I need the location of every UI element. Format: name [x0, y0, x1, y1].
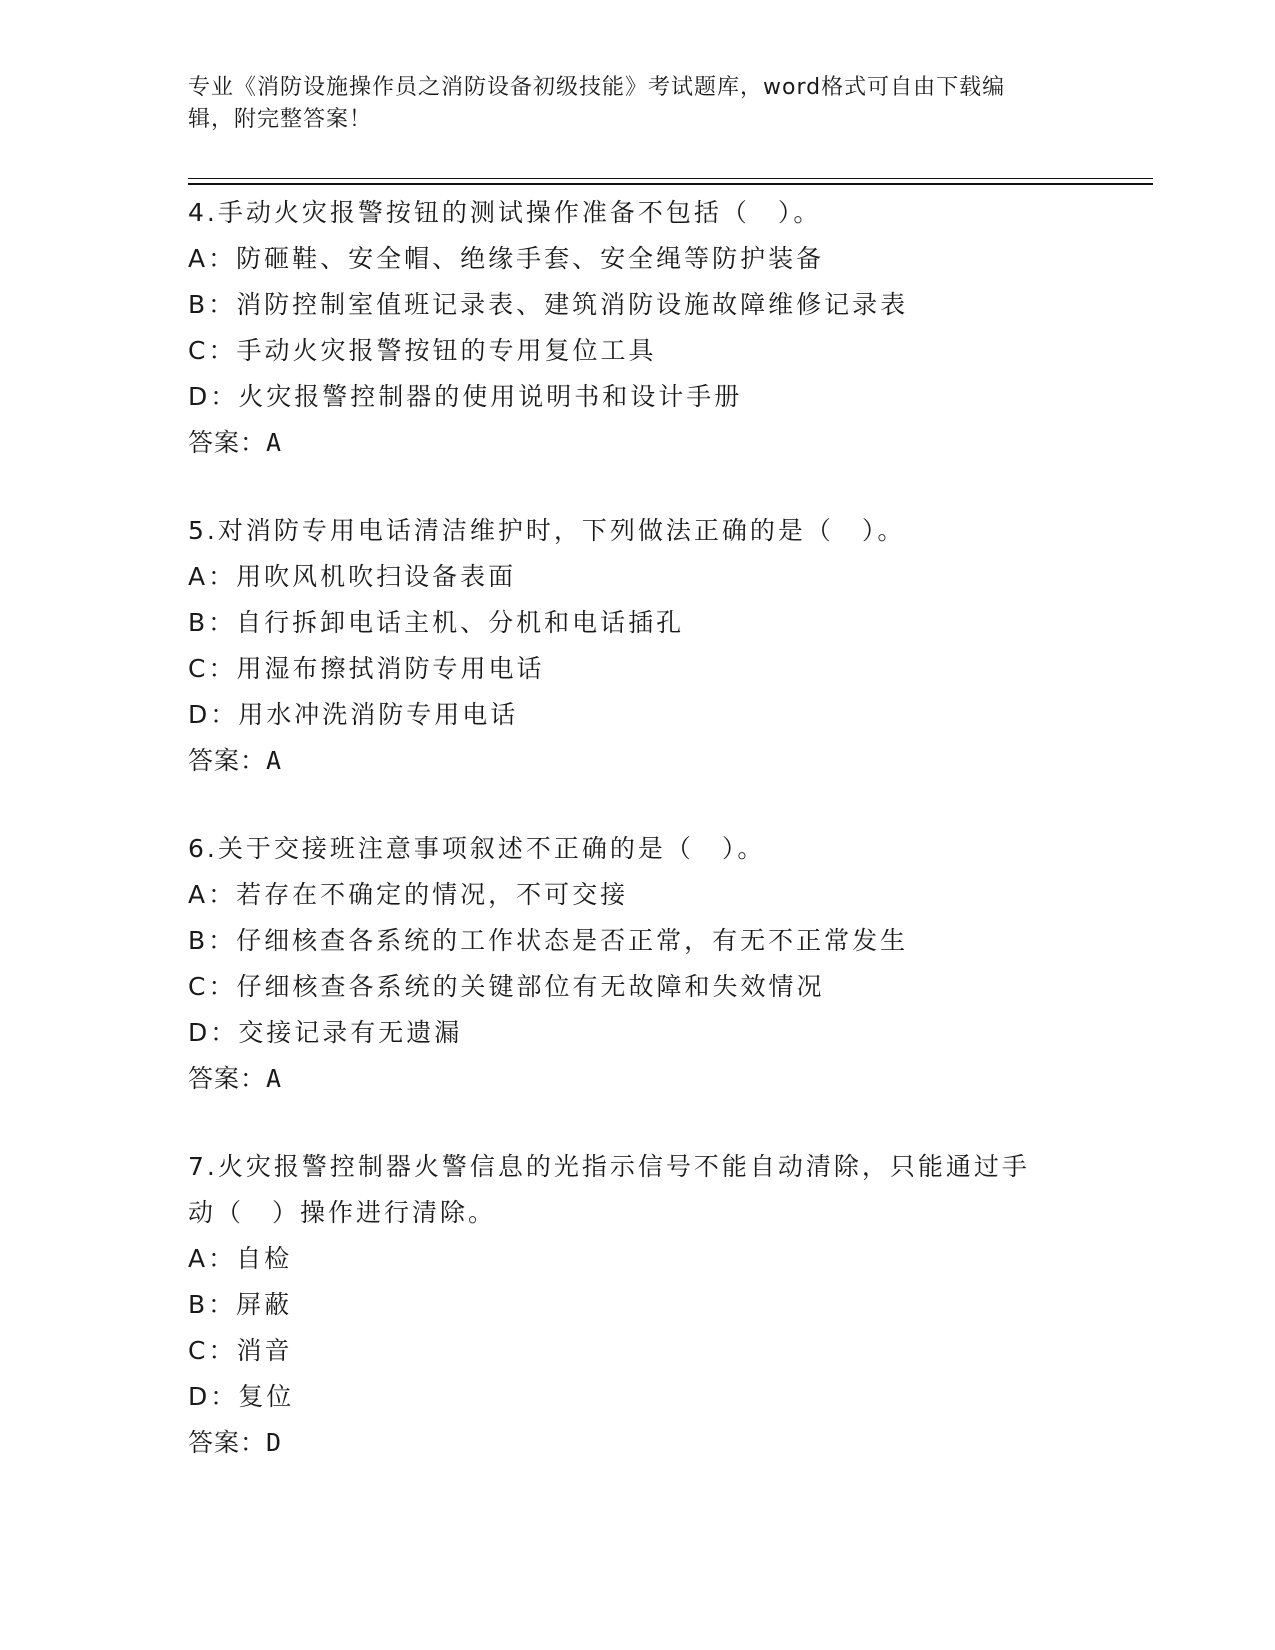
question-7	[188, 1144, 1088, 1466]
option-b: B：屏蔽	[188, 1290, 293, 1319]
document-header	[188, 72, 1088, 136]
option-d: D：火灾报警控制器的使用说明书和设计手册	[188, 382, 743, 411]
option-a: A：自检	[188, 1244, 293, 1273]
answer-label: 答案：	[188, 1064, 267, 1093]
answer-value: A	[266, 428, 283, 457]
option-c: C：手动火灾报警按钮的专用复位工具	[188, 336, 657, 365]
answer-value: D	[266, 1428, 283, 1457]
question-stem: 5.对消防专用电话清洁维护时，下列做法正确的是（ ）。	[188, 516, 906, 545]
option-c: C：仔细核查各系统的关键部位有无故障和失效情况	[188, 972, 825, 1001]
question-stem: 7.火灾报警控制器火警信息的光指示信号不能自动清除，只能通过手	[188, 1152, 1030, 1181]
option-b: B：自行拆卸电话主机、分机和电话插孔	[188, 608, 685, 637]
answer-value: A	[266, 746, 283, 775]
option-d: D：复位	[188, 1382, 295, 1411]
answer-value: A	[266, 1064, 283, 1093]
header-line-2: 辑，附完整答案！	[188, 107, 373, 132]
header-divider-thick	[188, 183, 1153, 185]
answer-label: 答案：	[188, 1428, 267, 1457]
answer	[188, 1056, 1088, 1102]
answer-label: 答案：	[188, 746, 267, 775]
question-stem: 4.手动火灾报警按钮的测试操作准备不包括（ ）。	[188, 198, 822, 227]
question-stem: 6.关于交接班注意事项叙述不正确的是（ ）。	[188, 834, 766, 863]
question-5	[188, 508, 1088, 784]
answer-label: 答案：	[188, 428, 267, 457]
answer	[188, 738, 1088, 784]
header-line-1: 专业《消防设施操作员之消防设备初级技能》考试题库，word格式可自由下载编	[188, 75, 1006, 100]
option-a: A：若存在不确定的情况，不可交接	[188, 880, 629, 909]
header-divider-thin	[188, 178, 1153, 179]
question-4	[188, 190, 1088, 466]
answer	[188, 420, 1088, 466]
answer	[188, 1420, 1088, 1466]
question-stem-continued: 动（ ）操作进行清除。	[188, 1198, 497, 1227]
option-a: A：防砸鞋、安全帽、绝缘手套、安全绳等防护装备	[188, 244, 825, 273]
question-6	[188, 826, 1088, 1102]
option-a: A：用吹风机吹扫设备表面	[188, 562, 517, 591]
option-b: B：消防控制室值班记录表、建筑消防设施故障维修记录表	[188, 290, 909, 319]
option-d: D：用水冲洗消防专用电话	[188, 700, 519, 729]
option-c: C：消音	[188, 1336, 293, 1365]
option-d: D：交接记录有无遗漏	[188, 1018, 463, 1047]
option-b: B：仔细核查各系统的工作状态是否正常，有无不正常发生	[188, 926, 909, 955]
option-c: C：用湿布擦拭消防专用电话	[188, 654, 545, 683]
